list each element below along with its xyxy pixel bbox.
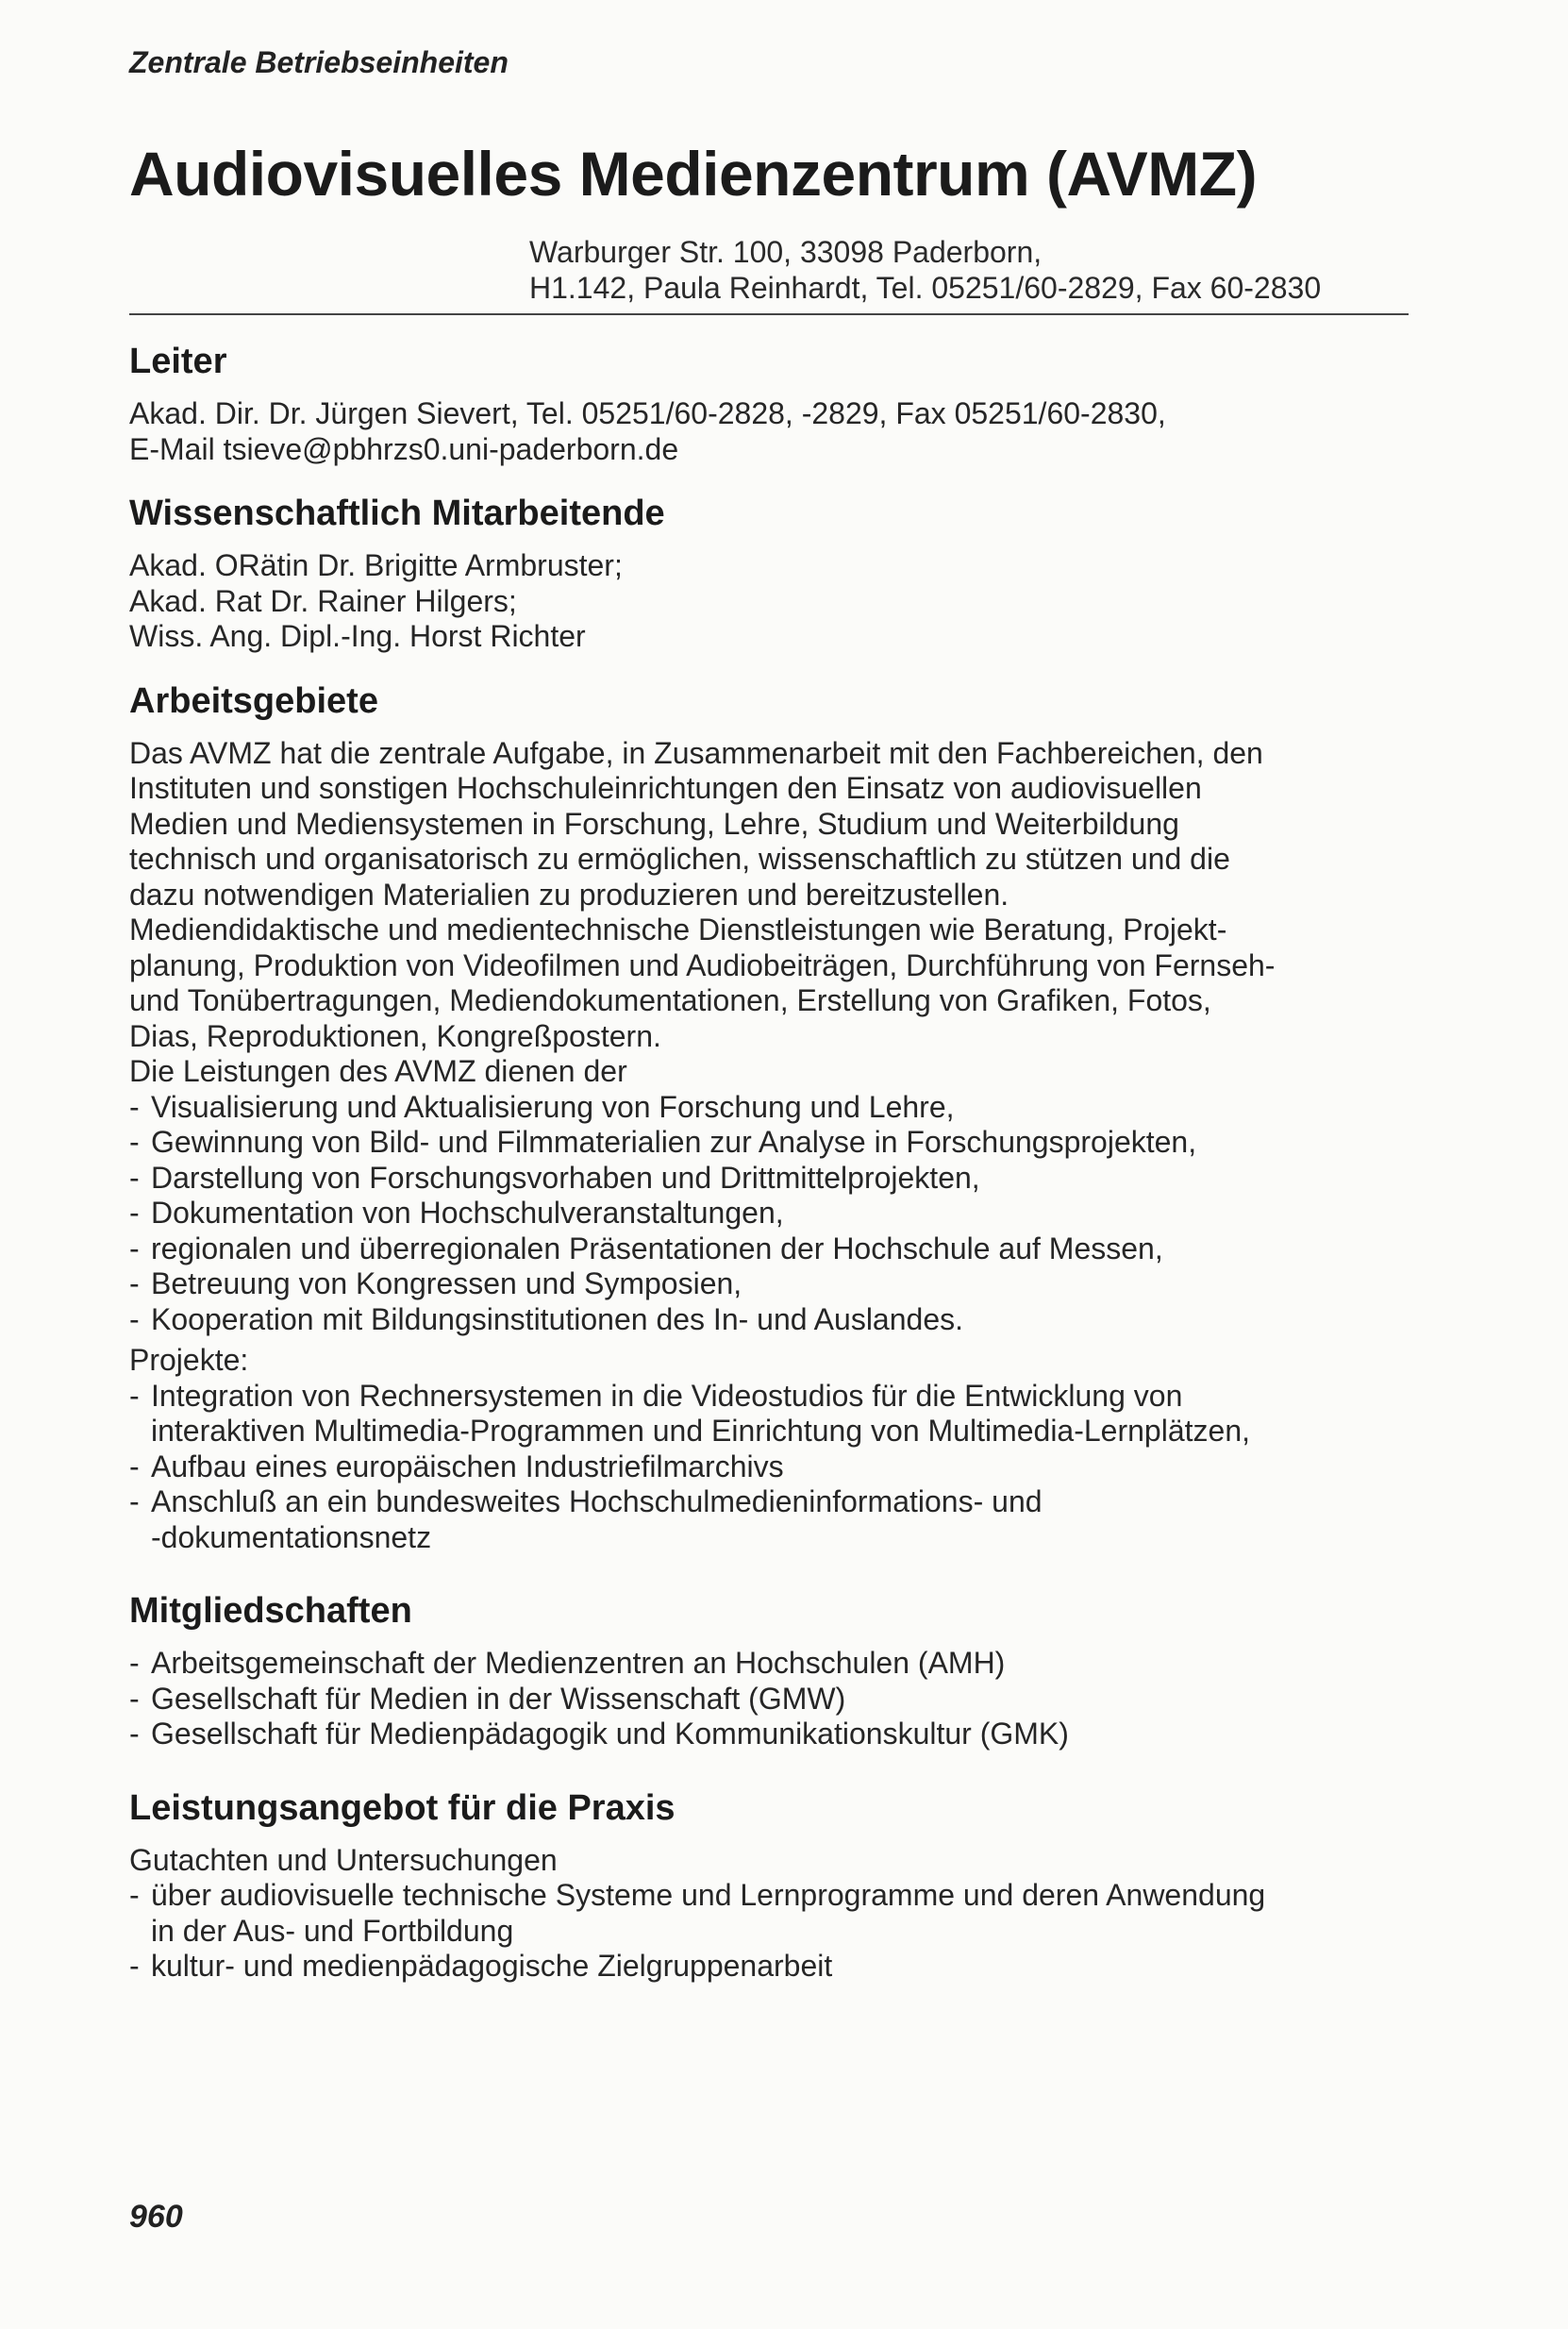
list-item-text: interaktiven Multimedia-Programmen und Einrichtung von Multimedia-Lernplätzen,: [151, 1414, 1250, 1448]
text-line: Akad. Dir. Dr. Jürgen Sievert, Tel. 05251/60-2828, -2829, Fax 05251/60-2830,: [129, 396, 1166, 430]
list-item: [129, 1682, 1412, 1717]
staff-line: Wiss. Ang. Dipl.-Ing. Horst Richter: [129, 619, 586, 653]
text-line: Gutachten und Untersuchungen: [129, 1842, 558, 1877]
section-heading: Mitgliedschaften: [129, 1591, 412, 1631]
dash-bullet: -: [129, 1484, 140, 1518]
list-item: [129, 1090, 1412, 1126]
text-line: Mediendidaktische und medientechnische Dienstleistungen wie Beratung, Projekt-: [129, 913, 1227, 947]
dash-bullet: -: [129, 1949, 140, 1983]
text-line: und Tonübertragungen, Mediendokumentationen, Erstellung von Grafiken, Fotos,: [129, 983, 1211, 1017]
list-item-text: regionalen und überregionalen Präsentationen der Hochschule auf Messen,: [151, 1231, 1163, 1265]
list-item-text: Darstellung von Forschungsvorhaben und Drittmittelprojekten,: [151, 1160, 980, 1195]
list-item: [129, 1484, 1412, 1555]
section-heading: Wissenschaftlich Mitarbeitende: [129, 494, 665, 533]
list-item: [129, 1717, 1412, 1752]
list-item-text: Gesellschaft für Medien in der Wissenschaft (GMW): [151, 1681, 846, 1716]
list-item-text: Aufbau eines europäischen Industriefilmarchivs: [151, 1449, 784, 1483]
list-item: [129, 1266, 1412, 1302]
text-line: Instituten und sonstigen Hochschuleinrichtungen den Einsatz von audiovisuellen: [129, 771, 1202, 805]
running-head: Zentrale Betriebseinheiten: [129, 45, 509, 79]
dash-bullet: -: [129, 1646, 140, 1680]
section-heading: Arbeitsgebiete: [129, 680, 378, 721]
dash-bullet: -: [129, 1681, 140, 1716]
projekte-label: Projekte:: [129, 1343, 249, 1377]
list-item: [129, 1161, 1412, 1197]
section-leiter: [129, 340, 1412, 467]
dash-bullet: -: [129, 1717, 140, 1751]
staff-line: Akad. ORätin Dr. Brigitte Armbruster;: [129, 548, 623, 582]
list-item-text: in der Aus- und Fortbildung: [151, 1913, 514, 1948]
list-item-text: Integration von Rechnersystemen in die Videostudios für die Entwicklung von: [151, 1378, 1183, 1413]
page-number: 960: [129, 2199, 183, 2235]
header-rule: [129, 313, 1409, 315]
list-item-text: Betreuung von Kongressen und Symposien,: [151, 1266, 742, 1300]
text-line: Medien und Mediensystemen in Forschung, Lehre, Studium und Weiterbildung: [129, 806, 1179, 841]
dash-bullet: -: [129, 1089, 140, 1124]
text-line: Die Leistungen des AVMZ dienen der: [129, 1054, 627, 1088]
main-content: [129, 340, 1412, 2009]
list-item: [129, 1302, 1412, 1338]
section-mitarbeitende: [129, 492, 1412, 655]
dash-bullet: -: [129, 1160, 140, 1195]
dash-bullet: -: [129, 1196, 140, 1230]
list-item: [129, 1646, 1412, 1682]
section-mitgliedschaften: [129, 1589, 1412, 1752]
section-heading: Leistungsangebot für die Praxis: [129, 1787, 676, 1828]
section-leistungsangebot: [129, 1786, 1412, 1985]
list-item-text: über audiovisuelle technische Systeme und Lernprogramme und deren Anwendung: [151, 1878, 1266, 1912]
address-line: Warburger Str. 100, 33098 Paderborn,: [529, 235, 1043, 269]
text-line: Das AVMZ hat die zentrale Aufgabe, in Zusammenarbeit mit den Fachbereichen, den: [129, 735, 1263, 770]
list-item-text: Arbeitsgemeinschaft der Medienzentren an Hochschulen (AMH): [151, 1646, 1006, 1680]
dash-bullet: -: [129, 1231, 140, 1265]
page-title: Audiovisuelles Medienzentrum (AVMZ): [129, 139, 1258, 209]
dash-bullet: -: [129, 1266, 140, 1300]
list-item: [129, 1196, 1412, 1232]
text-line: dazu notwendigen Materialien zu produzieren und bereitzustellen.: [129, 877, 1009, 912]
list-item-text: Gewinnung von Bild- und Filmmaterialien zur Analyse in Forschungsprojekten,: [151, 1125, 1197, 1159]
address-block: [529, 234, 1321, 306]
dash-bullet: -: [129, 1449, 140, 1483]
list-item: [129, 1379, 1412, 1449]
section-heading: Leiter: [129, 342, 227, 381]
list-item-text: kultur- und medienpädagogische Zielgruppenarbeit: [151, 1949, 833, 1983]
list-item-text: Anschluß an ein bundesweites Hochschulmedieninformations- und: [151, 1484, 1043, 1518]
dash-bullet: -: [129, 1301, 140, 1336]
dash-bullet: -: [129, 1125, 140, 1159]
dash-bullet: -: [129, 1378, 140, 1413]
list-item: [129, 1125, 1412, 1161]
list-item: [129, 1878, 1412, 1949]
text-line: technisch und organisatorisch zu ermöglichen, wissenschaftlich zu stützen und die: [129, 842, 1230, 876]
list-item-text: -dokumentationsnetz: [151, 1519, 432, 1554]
text-line: Dias, Reproduktionen, Kongreßpostern.: [129, 1018, 661, 1053]
list-item-text: Dokumentation von Hochschulveranstaltungen,: [151, 1196, 784, 1230]
list-item: [129, 1449, 1412, 1485]
text-line: planung, Produktion von Videofilmen und Audiobeiträgen, Durchführung von Fernseh-: [129, 947, 1276, 982]
dash-bullet: -: [129, 1878, 140, 1912]
list-item-text: Gesellschaft für Medienpädagogik und Kommunikationskultur (GMK): [151, 1717, 1069, 1751]
list-item: [129, 1232, 1412, 1267]
list-item-text: Kooperation mit Bildungsinstitutionen des In- und Auslandes.: [151, 1301, 963, 1336]
staff-line: Akad. Rat Dr. Rainer Hilgers;: [129, 583, 517, 618]
section-arbeitsgebiete: [129, 679, 1412, 1556]
list-item-text: Visualisierung und Aktualisierung von Forschung und Lehre,: [151, 1089, 955, 1124]
text-line: E-Mail tsieve@pbhrzs0.uni-paderborn.de: [129, 431, 679, 466]
address-line: H1.142, Paula Reinhardt, Tel. 05251/60-2829, Fax 60-2830: [529, 271, 1322, 305]
list-item: [129, 1949, 1412, 1985]
